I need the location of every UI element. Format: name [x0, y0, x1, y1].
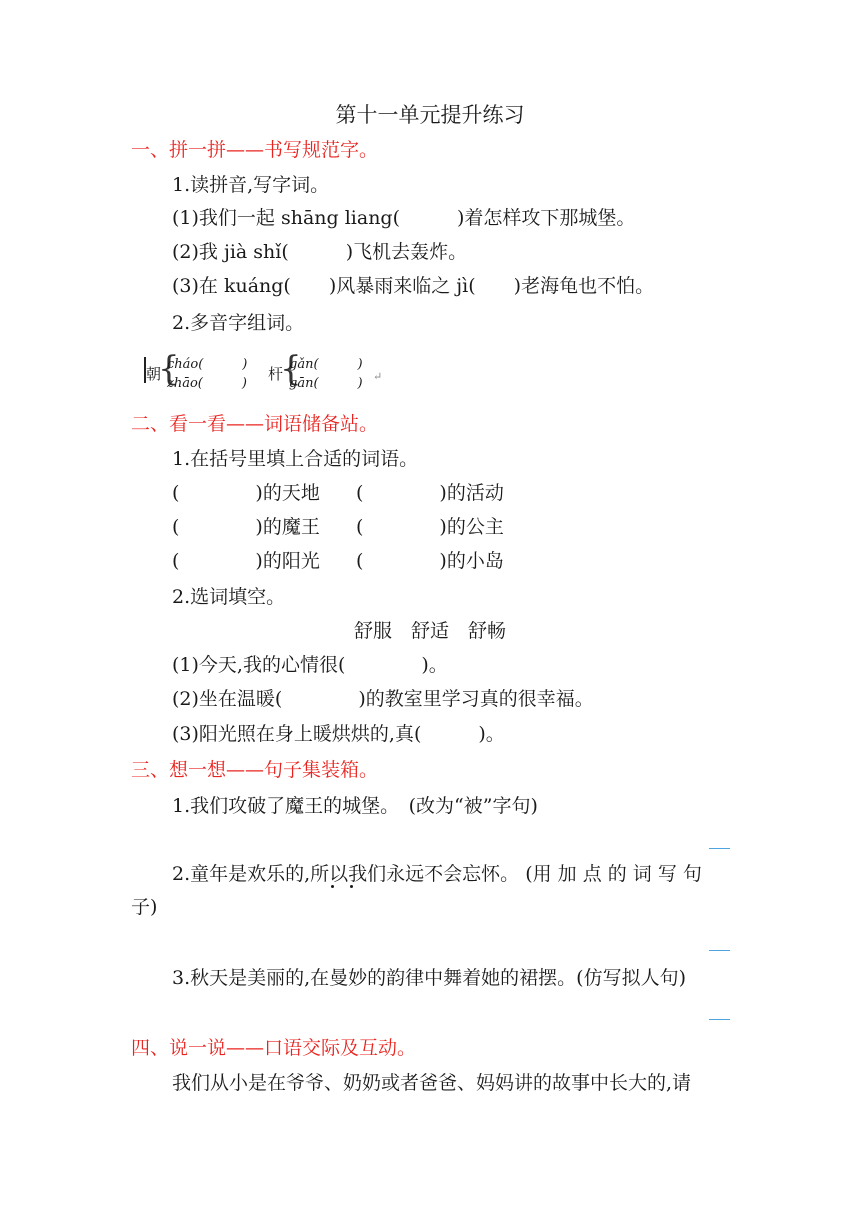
fill-blank-cell: ( )的魔王	[172, 516, 320, 538]
answer-line	[709, 1019, 730, 1020]
emphasis-dot	[350, 885, 353, 888]
fill-blank-cell: ( )的公主	[356, 516, 504, 538]
answer-line	[709, 848, 730, 849]
polyphone-reading: zhāo( )	[167, 376, 247, 391]
s2-item-1: (1)今天,我的心情很( )。	[172, 654, 448, 676]
word-bank: 舒服 舒适 舒畅	[353, 620, 506, 642]
polyphone-reading: cháo( )	[167, 357, 248, 372]
section-4-heading: 四、说一说——口语交际及互动。	[131, 1037, 417, 1059]
s3-question-2: 2.童年是欢乐的,所以我们永远不会忘怀。 (用 加 点 的 词 写 句	[172, 863, 702, 885]
answer-line	[709, 950, 730, 951]
brace-icon: {	[158, 349, 180, 389]
s3-question-1: 1.我们攻破了魔王的城堡。 (改为“被”字句)	[172, 795, 538, 817]
brace-icon: {	[280, 349, 302, 389]
s1-item-1: (1)我们一起 shāng liang( )着怎样攻下那城堡。	[172, 207, 636, 229]
polyphone-char-1: 朝	[146, 365, 162, 383]
page-title: 第十一单元提升练习	[335, 103, 525, 127]
s1-item-3: (3)在 kuáng( )风暴雨来临之 jì( )老海龟也不怕。	[172, 275, 655, 297]
fill-blank-cell: ( )的阳光	[172, 550, 320, 572]
s2-question-1: 1.在括号里填上合适的词语。	[172, 448, 419, 470]
polyphone-char-2: 杆	[268, 365, 284, 383]
s2-item-3: (3)阳光照在身上暖烘烘的,真( )。	[172, 723, 505, 745]
s1-item-2: (2)我 jià shǐ( )飞机去轰炸。	[172, 241, 468, 263]
polyphone-reading: gān( )	[289, 376, 363, 391]
s1-question-2: 2.多音字组词。	[172, 312, 305, 334]
s2-item-2: (2)坐在温暖( )的教室里学习真的很幸福。	[172, 688, 594, 710]
emphasis-dot	[331, 885, 334, 888]
s3-question-3: 3.秋天是美丽的,在曼妙的韵律中舞着她的裙摆。(仿写拟人句)	[172, 967, 686, 989]
return-mark-icon: ↵	[373, 370, 383, 383]
fill-blank-cell: ( )的天地	[172, 482, 320, 504]
polyphone-exercise	[141, 350, 391, 394]
section-2-heading: 二、看一看——词语储备站。	[131, 413, 379, 435]
polyphone-reading: gǎn( )	[289, 357, 363, 372]
s2-question-2: 2.选词填空。	[172, 586, 286, 608]
section-1-heading: 一、拼一拼——书写规范字。	[131, 139, 379, 161]
s3-question-2-cont: 子)	[131, 896, 158, 918]
s4-paragraph: 我们从小是在爷爷、奶奶或者爸爸、妈妈讲的故事中长大的,请	[172, 1072, 692, 1094]
fill-blank-cell: ( )的活动	[356, 482, 504, 504]
fill-blank-cell: ( )的小岛	[356, 550, 504, 572]
section-3-heading: 三、想一想——句子集装箱。	[131, 759, 379, 781]
s1-question-1: 1.读拼音,写字词。	[172, 174, 330, 196]
